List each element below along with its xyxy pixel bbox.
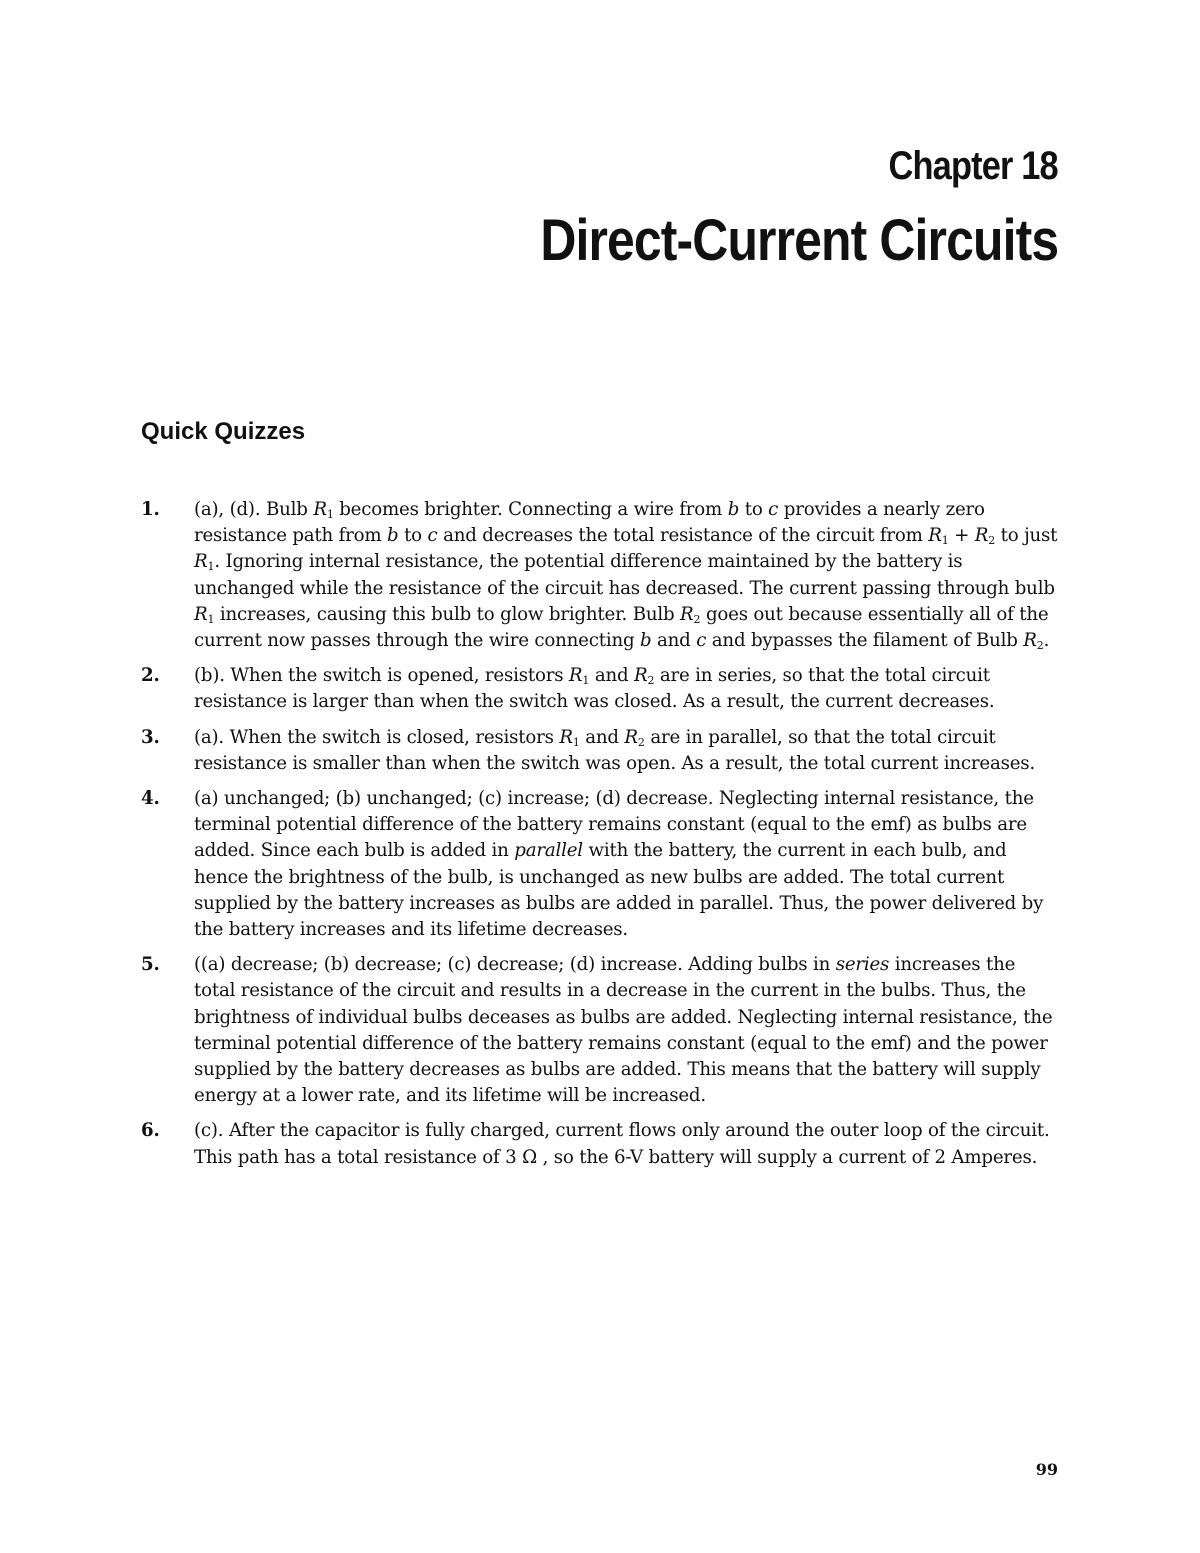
answer-text: (a). When the switch is closed, resistors $R_1$ and $R_2$ are in parallel, so that the total circuit resistance is smaller than when the switch was open. As a result, the total current increases. <box>194 726 1036 774</box>
item-number: 3. <box>141 726 160 748</box>
quiz-answer-5 <box>141 952 1061 1109</box>
item-number: 6. <box>141 1120 160 1142</box>
item-number: 5. <box>141 954 160 976</box>
quiz-answer-6 <box>141 1118 1061 1170</box>
answer-text: (a), (d). Bulb $R_1$ becomes brighter. Connecting a wire from b to c provides a nearly zero resistance path from b to c and decreases the total resistance of the circuit from $R_1 + R_2$ to just $R_1$. Ignoring internal resistance, the potential difference maintained by the battery is unchanged while the resistance of the circuit has decreased. The current passing through bulb $R_1$ increases, causing this bulb to glow brighter. Bulb $R_2$ goes out because essentially all of the current now passes through the wire connecting b and c and bypasses the filament of Bulb $R_2$. <box>194 499 1058 653</box>
quiz-answer-list <box>141 497 1061 1171</box>
item-number: 2. <box>141 665 160 687</box>
chapter-label: Chapter 18 <box>888 144 1058 188</box>
item-number: 4. <box>141 788 160 810</box>
quiz-answer-1 <box>141 497 1061 654</box>
answer-text: (c). After the capacitor is fully charged, current flows only around the outer loop of the circuit. This path has a total resistance of 3 Ω , so the 6-V battery will supply a current of 2 Amperes. <box>194 1120 1050 1168</box>
answer-text: (b). When the switch is opened, resistors $R_1$ and $R_2$ are in series, so that the total circuit resistance is larger than when the switch was closed. As a result, the current decreases. <box>194 665 995 713</box>
answer-text: (a) unchanged; (b) unchanged; (c) increase; (d) decrease. Neglecting internal resistance, the terminal potential difference of the battery remains constant (equal to the emf) as bulbs are added. Since each bulb is added in parallel with the battery, the current in each bulb, and hence the brightness of the bulb, is unchanged as new bulbs are added. The total current supplied by the battery increases as bulbs are added in parallel. Thus, the power delivered by the battery increases and its lifetime decreases. <box>194 788 1044 941</box>
chapter-title: Direct-Current Circuits <box>540 208 1058 273</box>
quiz-answer-3 <box>141 725 1061 777</box>
page-number: 99 <box>1035 1460 1058 1479</box>
quiz-answer-2 <box>141 663 1061 715</box>
section-heading: Quick Quizzes <box>141 418 306 445</box>
item-number: 1. <box>141 499 160 520</box>
quiz-answer-4 <box>141 786 1061 943</box>
answer-text: ((a) decrease; (b) decrease; (c) decrease; (d) increase. Adding bulbs in series increases the total resistance of the circuit and results in a decrease in the current in the bulbs. Thus, the brightness of individual bulbs deceases as bulbs are added. Neglecting internal resistance, the terminal potential difference of the battery remains constant (equal to the emf) and the power supplied by the battery decreases as bulbs are added. This means that the battery will supply energy at a lower rate, and its lifetime will be increased. <box>194 954 1053 1107</box>
